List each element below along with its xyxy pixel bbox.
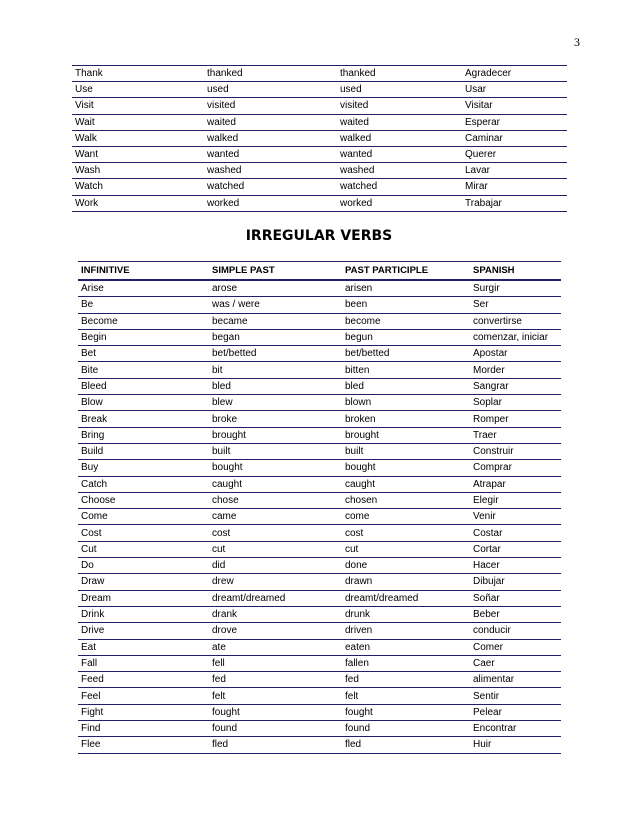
past-participle-cell: thanked	[337, 66, 462, 82]
simple-past-cell: fled	[209, 737, 342, 753]
infinitive-cell: Use	[72, 82, 204, 98]
table-row	[78, 672, 561, 688]
simple-past-cell: came	[209, 509, 342, 525]
simple-past-cell: broke	[209, 411, 342, 427]
past-participle-cell: begun	[342, 329, 470, 345]
table-header-row	[78, 262, 561, 281]
infinitive-cell: Bleed	[78, 378, 209, 394]
infinitive-cell: Build	[78, 443, 209, 459]
infinitive-cell: Be	[78, 297, 209, 313]
past-participle-cell: cost	[342, 525, 470, 541]
simple-past-cell: did	[209, 558, 342, 574]
spanish-cell: Soplar	[470, 395, 561, 411]
past-participle-cell: felt	[342, 688, 470, 704]
spanish-cell: Usar	[462, 82, 567, 98]
simple-past-cell: watched	[204, 179, 337, 195]
simple-past-cell: dreamt/dreamed	[209, 590, 342, 606]
spanish-cell: Sentir	[470, 688, 561, 704]
spanish-cell: Morder	[470, 362, 561, 378]
simple-past-cell: felt	[209, 688, 342, 704]
infinitive-cell: Drive	[78, 623, 209, 639]
table-row	[72, 82, 567, 98]
simple-past-cell: waited	[204, 114, 337, 130]
spanish-cell: Ser	[470, 297, 561, 313]
past-participle-cell: fought	[342, 704, 470, 720]
infinitive-cell: Walk	[72, 130, 204, 146]
simple-past-cell: arose	[209, 280, 342, 297]
spanish-cell: Lavar	[462, 163, 567, 179]
past-participle-cell: wanted	[337, 146, 462, 162]
table-row	[78, 346, 561, 362]
infinitive-cell: Thank	[72, 66, 204, 82]
past-participle-cell: come	[342, 509, 470, 525]
table-row	[78, 411, 561, 427]
table-row	[72, 146, 567, 162]
table-row	[78, 395, 561, 411]
table-row	[78, 541, 561, 557]
past-participle-cell: drawn	[342, 574, 470, 590]
spanish-cell: Beber	[470, 606, 561, 622]
simple-past-cell: walked	[204, 130, 337, 146]
simple-past-cell: fell	[209, 655, 342, 671]
simple-past-cell: used	[204, 82, 337, 98]
past-participle-cell: visited	[337, 98, 462, 114]
infinitive-cell: Work	[72, 195, 204, 211]
spanish-cell: Atrapar	[470, 476, 561, 492]
table-row	[72, 163, 567, 179]
spanish-cell: convertirse	[470, 313, 561, 329]
past-participle-cell: used	[337, 82, 462, 98]
past-participle-cell: worked	[337, 195, 462, 211]
past-participle-cell: eaten	[342, 639, 470, 655]
spanish-cell: Huir	[470, 737, 561, 753]
table-row	[78, 590, 561, 606]
simple-past-cell: fought	[209, 704, 342, 720]
simple-past-cell: drank	[209, 606, 342, 622]
table-row	[78, 492, 561, 508]
infinitive-cell: Wait	[72, 114, 204, 130]
infinitive-cell: Break	[78, 411, 209, 427]
infinitive-cell: Find	[78, 721, 209, 737]
spanish-cell: Caer	[470, 655, 561, 671]
simple-past-cell: bought	[209, 460, 342, 476]
simple-past-cell: blew	[209, 395, 342, 411]
simple-past-cell: washed	[204, 163, 337, 179]
spanish-cell: Romper	[470, 411, 561, 427]
past-participle-cell: chosen	[342, 492, 470, 508]
past-participle-cell: blown	[342, 395, 470, 411]
infinitive-cell: Arise	[78, 280, 209, 297]
past-participle-cell: washed	[337, 163, 462, 179]
infinitive-cell: Want	[72, 146, 204, 162]
simple-past-cell: bled	[209, 378, 342, 394]
past-participle-cell: bought	[342, 460, 470, 476]
table-row	[78, 297, 561, 313]
spanish-cell: comenzar, iniciar	[470, 329, 561, 345]
table-row	[72, 98, 567, 114]
past-participle-cell: watched	[337, 179, 462, 195]
past-participle-cell: found	[342, 721, 470, 737]
infinitive-cell: Become	[78, 313, 209, 329]
simple-past-cell: became	[209, 313, 342, 329]
spanish-cell: Surgir	[470, 280, 561, 297]
infinitive-cell: Choose	[78, 492, 209, 508]
spanish-cell: Comer	[470, 639, 561, 655]
spanish-cell: Traer	[470, 427, 561, 443]
spanish-cell: Querer	[462, 146, 567, 162]
header-infinitive: INFINITIVE	[78, 262, 209, 281]
past-participle-cell: bled	[342, 378, 470, 394]
simple-past-cell: began	[209, 329, 342, 345]
infinitive-cell: Come	[78, 509, 209, 525]
table-row	[78, 721, 561, 737]
spanish-cell: Esperar	[462, 114, 567, 130]
past-participle-cell: driven	[342, 623, 470, 639]
past-participle-cell: been	[342, 297, 470, 313]
infinitive-cell: Bite	[78, 362, 209, 378]
simple-past-cell: cost	[209, 525, 342, 541]
table-row	[78, 460, 561, 476]
infinitive-cell: Watch	[72, 179, 204, 195]
past-participle-cell: done	[342, 558, 470, 574]
past-participle-cell: become	[342, 313, 470, 329]
infinitive-cell: Begin	[78, 329, 209, 345]
simple-past-cell: found	[209, 721, 342, 737]
infinitive-cell: Blow	[78, 395, 209, 411]
past-participle-cell: fallen	[342, 655, 470, 671]
infinitive-cell: Cut	[78, 541, 209, 557]
spanish-cell: Visitar	[462, 98, 567, 114]
table-row	[72, 179, 567, 195]
table-row	[78, 688, 561, 704]
table-row	[78, 623, 561, 639]
spanish-cell: Costar	[470, 525, 561, 541]
irregular-verbs-body	[78, 280, 561, 753]
infinitive-cell: Draw	[78, 574, 209, 590]
spanish-cell: Apostar	[470, 346, 561, 362]
spanish-cell: alimentar	[470, 672, 561, 688]
simple-past-cell: cut	[209, 541, 342, 557]
past-participle-cell: cut	[342, 541, 470, 557]
simple-past-cell: drove	[209, 623, 342, 639]
table-row	[78, 639, 561, 655]
section-title: IRREGULAR VERBS	[245, 228, 393, 244]
infinitive-cell: Visit	[72, 98, 204, 114]
infinitive-cell: Buy	[78, 460, 209, 476]
header-spanish: SPANISH	[470, 262, 561, 281]
infinitive-cell: Drink	[78, 606, 209, 622]
past-participle-cell: fled	[342, 737, 470, 753]
simple-past-cell: wanted	[204, 146, 337, 162]
infinitive-cell: Fall	[78, 655, 209, 671]
table-row	[78, 655, 561, 671]
past-participle-cell: drunk	[342, 606, 470, 622]
simple-past-cell: built	[209, 443, 342, 459]
irregular-verbs-table	[78, 261, 561, 754]
table-row	[78, 476, 561, 492]
simple-past-cell: fed	[209, 672, 342, 688]
table-row	[78, 737, 561, 753]
spanish-cell: Mirar	[462, 179, 567, 195]
spanish-cell: conducir	[470, 623, 561, 639]
infinitive-cell: Feel	[78, 688, 209, 704]
spanish-cell: Trabajar	[462, 195, 567, 211]
infinitive-cell: Wash	[72, 163, 204, 179]
header-simple-past: SIMPLE PAST	[209, 262, 342, 281]
infinitive-cell: Flee	[78, 737, 209, 753]
past-participle-cell: waited	[337, 114, 462, 130]
table-row	[72, 195, 567, 211]
spanish-cell: Hacer	[470, 558, 561, 574]
infinitive-cell: Catch	[78, 476, 209, 492]
spanish-cell: Comprar	[470, 460, 561, 476]
table-row	[72, 66, 567, 82]
simple-past-cell: bit	[209, 362, 342, 378]
table-row	[78, 704, 561, 720]
spanish-cell: Cortar	[470, 541, 561, 557]
spanish-cell: Caminar	[462, 130, 567, 146]
simple-past-cell: worked	[204, 195, 337, 211]
simple-past-cell: was / were	[209, 297, 342, 313]
infinitive-cell: Cost	[78, 525, 209, 541]
simple-past-cell: drew	[209, 574, 342, 590]
past-participle-cell: brought	[342, 427, 470, 443]
infinitive-cell: Dream	[78, 590, 209, 606]
table-row	[78, 329, 561, 345]
past-participle-cell: bitten	[342, 362, 470, 378]
table-row	[78, 574, 561, 590]
regular-verbs-table	[72, 65, 567, 212]
simple-past-cell: ate	[209, 639, 342, 655]
table-row	[78, 313, 561, 329]
spanish-cell: Pelear	[470, 704, 561, 720]
table-row	[78, 606, 561, 622]
infinitive-cell: Feed	[78, 672, 209, 688]
spanish-cell: Encontrar	[470, 721, 561, 737]
table-row	[78, 378, 561, 394]
table-row	[78, 443, 561, 459]
simple-past-cell: brought	[209, 427, 342, 443]
spanish-cell: Agradecer	[462, 66, 567, 82]
past-participle-cell: bet/betted	[342, 346, 470, 362]
spanish-cell: Soñar	[470, 590, 561, 606]
past-participle-cell: broken	[342, 411, 470, 427]
past-participle-cell: built	[342, 443, 470, 459]
past-participle-cell: walked	[337, 130, 462, 146]
spanish-cell: Dibujar	[470, 574, 561, 590]
header-past-participle: PAST PARTICIPLE	[342, 262, 470, 281]
spanish-cell: Construir	[470, 443, 561, 459]
page-number: 3	[574, 35, 580, 49]
past-participle-cell: arisen	[342, 280, 470, 297]
simple-past-cell: caught	[209, 476, 342, 492]
table-row	[78, 525, 561, 541]
infinitive-cell: Fight	[78, 704, 209, 720]
table-row	[78, 362, 561, 378]
simple-past-cell: chose	[209, 492, 342, 508]
table-row	[72, 130, 567, 146]
infinitive-cell: Bring	[78, 427, 209, 443]
past-participle-cell: fed	[342, 672, 470, 688]
past-participle-cell: caught	[342, 476, 470, 492]
table-row	[78, 280, 561, 297]
infinitive-cell: Eat	[78, 639, 209, 655]
simple-past-cell: visited	[204, 98, 337, 114]
infinitive-cell: Do	[78, 558, 209, 574]
spanish-cell: Sangrar	[470, 378, 561, 394]
table-row	[78, 558, 561, 574]
table-row	[72, 114, 567, 130]
regular-verbs-body	[72, 66, 567, 212]
infinitive-cell: Bet	[78, 346, 209, 362]
table-row	[78, 427, 561, 443]
table-row	[78, 509, 561, 525]
spanish-cell: Venir	[470, 509, 561, 525]
past-participle-cell: dreamt/dreamed	[342, 590, 470, 606]
simple-past-cell: bet/betted	[209, 346, 342, 362]
simple-past-cell: thanked	[204, 66, 337, 82]
spanish-cell: Elegir	[470, 492, 561, 508]
